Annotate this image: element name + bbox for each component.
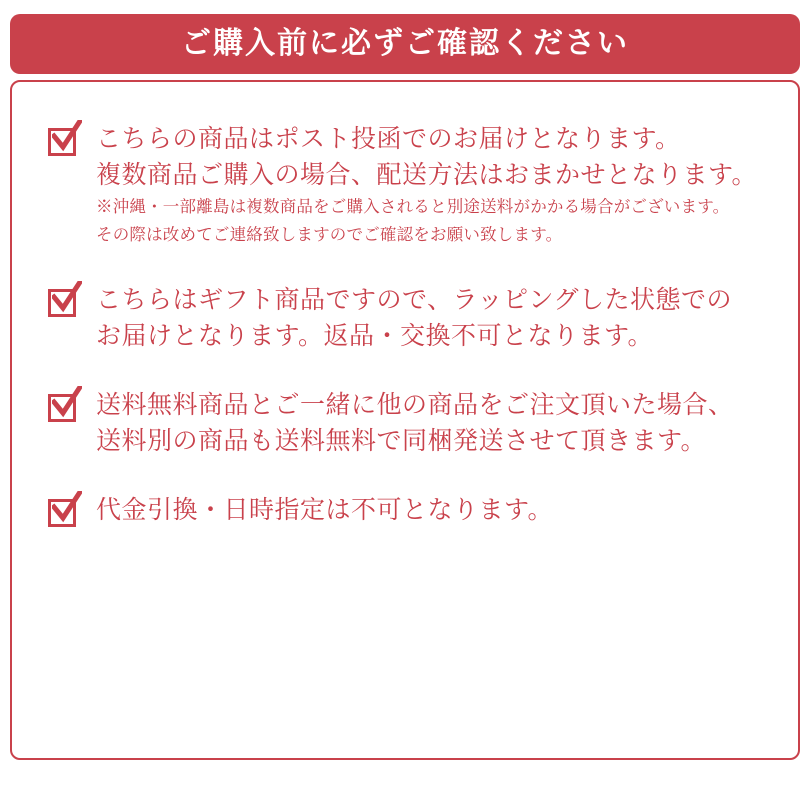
checkbox-checked-icon bbox=[48, 285, 82, 319]
notice-line: 送料別の商品も送料無料で同梱発送させて頂きます。 bbox=[96, 426, 707, 455]
notice-line: こちらはギフト商品ですので、ラッピングした状態での bbox=[96, 286, 733, 315]
notice-text-block bbox=[96, 283, 768, 354]
notice-text-block bbox=[96, 493, 768, 529]
notice-text-block bbox=[96, 388, 768, 459]
notice-text-block bbox=[96, 122, 768, 249]
notice-line: ※沖縄・一部離島は複数商品をご購入されると別途送料がかかる場合がございます。 bbox=[96, 198, 730, 216]
notice-line: こちらの商品はポスト投函でのお届けとなります。 bbox=[96, 125, 681, 153]
notice-line: お届けとなります。返品・交換不可となります。 bbox=[96, 321, 654, 350]
page-header-banner bbox=[10, 14, 800, 74]
notice-line: 複数商品ご購入の場合、配送方法はおまかせとなります。 bbox=[96, 160, 758, 189]
checkbox-checked-icon bbox=[48, 124, 82, 158]
checkbox-checked-icon bbox=[48, 390, 82, 424]
notice-item bbox=[42, 388, 768, 459]
notice-item bbox=[42, 283, 768, 354]
notice-line: 代金引換・日時指定は不可となります。 bbox=[96, 496, 554, 525]
page-title: ご購入前に必ずご確認ください bbox=[181, 27, 629, 60]
checkbox-checked-icon bbox=[48, 495, 82, 529]
notice-line: 送料無料商品とご一緒に他の商品をご注文頂いた場合、 bbox=[96, 391, 734, 420]
notice-card bbox=[10, 80, 800, 760]
notice-line: その際は改めてご連絡致しますのでご確認をお願い致します。 bbox=[96, 226, 563, 245]
notice-item bbox=[42, 122, 768, 249]
notice-item bbox=[42, 493, 768, 529]
